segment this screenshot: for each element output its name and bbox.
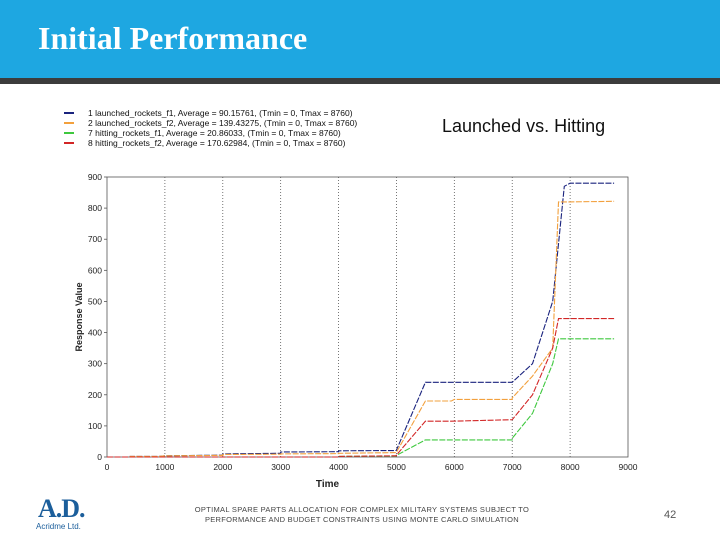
x-tick-label: 1000 — [155, 462, 175, 472]
y-tick-label: 900 — [87, 172, 102, 182]
x-tick-label: 9000 — [618, 462, 638, 472]
y-tick-label: 600 — [87, 265, 102, 276]
x-tick-label: 8000 — [560, 462, 580, 472]
footer-caption: OPTIMAL SPARE PARTS ALLOCATION FOR COMPLEX MILITARY SYSTEMS SUBJECT TO PERFORMANCE AND BUDGET CONSTRAINTS USING MONTE CARLO SIMULATION — [194, 505, 530, 524]
x-tick-label: 2000 — [213, 462, 233, 472]
legend-label: 7 hitting_rockets_f1, Average = 20.86033, (Tmin = 0, Tmax = 8760) — [88, 128, 341, 138]
y-tick-label: 200 — [87, 389, 102, 400]
x-tick-label: 4000 — [329, 462, 349, 472]
x-tick-label: 0 — [104, 462, 110, 472]
x-tick-label: 5000 — [386, 462, 406, 472]
x-axis-label: Time — [315, 479, 340, 490]
y-tick-label: 800 — [87, 203, 102, 214]
y-tick-label: 400 — [87, 327, 102, 338]
x-tick-label: 3000 — [271, 462, 291, 472]
chart-title: Launched vs. Hitting — [442, 116, 606, 136]
page-number: 42 — [664, 509, 677, 521]
y-tick-label: 500 — [87, 296, 102, 307]
x-tick-label: 6000 — [444, 462, 464, 472]
company-logo — [34, 494, 94, 534]
logo-subtitle: Acridme Ltd. — [36, 522, 81, 531]
y-tick-label: 100 — [87, 420, 102, 431]
y-tick-label: 300 — [87, 358, 102, 369]
legend-label: 8 hitting_rockets_f2, Average = 170.62984, (Tmin = 0, Tmax = 8760) — [88, 138, 346, 148]
logo-mark: A.D. — [38, 494, 85, 523]
y-tick-label: 700 — [87, 234, 102, 245]
legend-label: 2 launched_rockets_f2, Average = 139.43275, (Tmin = 0, Tmax = 8760) — [88, 118, 358, 128]
slide-title: Initial Performance — [38, 20, 308, 56]
legend-label: 1 launched_rockets_f1, Average = 90.15761, (Tmin = 0, Tmax = 8760) — [88, 108, 353, 118]
y-axis-label: Response Value — [74, 282, 84, 352]
x-tick-label: 7000 — [502, 462, 522, 472]
plot-area — [107, 177, 628, 457]
y-tick-label: 0 — [97, 452, 102, 462]
